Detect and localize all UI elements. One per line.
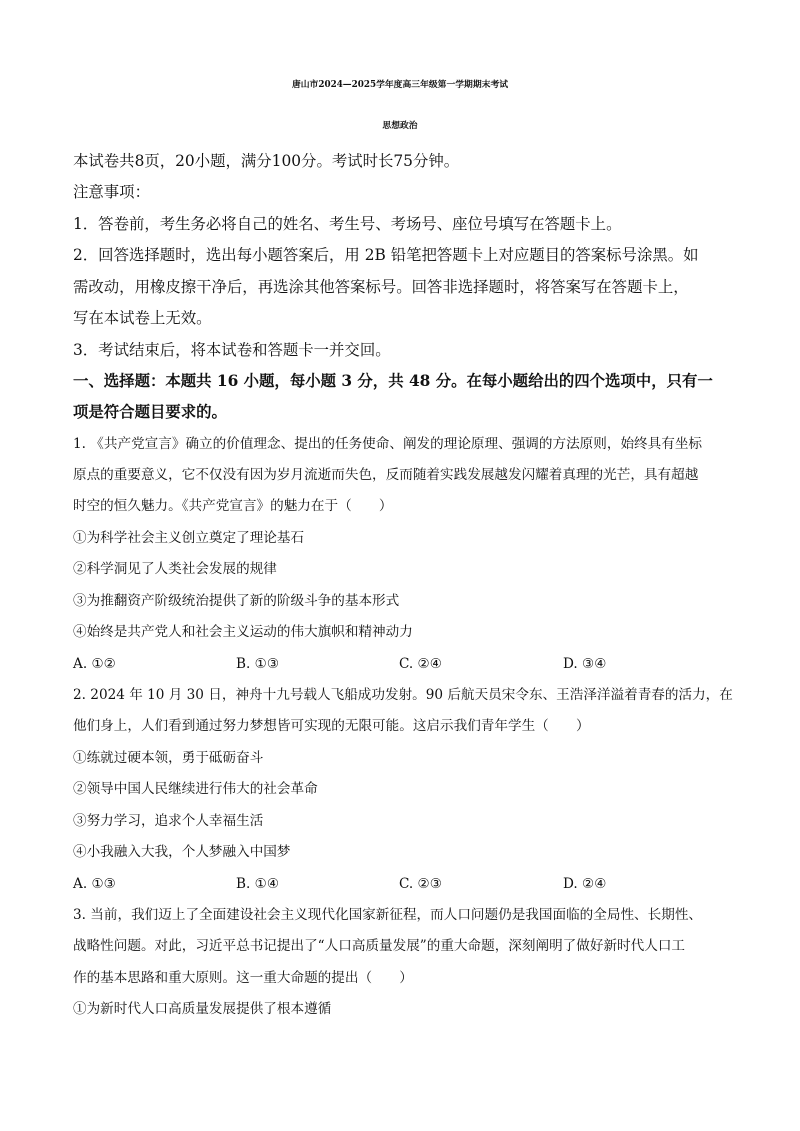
q1-stem-line-2: 原点的重要意义，它不仅没有因为岁月流逝而失色，反而随着实践发展越发闪耀着真理的光芒，具有超越	[73, 467, 699, 483]
q3-stem-line-3: 作的基本思路和重大原则。这一重大命题的提出（ ）	[73, 970, 413, 986]
note-3: 3．考试结束后，将本试卷和答题卡一并交回。	[73, 341, 391, 359]
q1-statement-1: ①为科学社会主义创立奠定了理论基石	[73, 530, 305, 546]
q3-stem-line-1: 3. 当前，我们迈上了全面建设社会主义现代化国家新征程，而人口问题仍是我国面临的全局性、长期性、	[73, 907, 703, 923]
q1-stem-line-1: 1. 《共产党宣言》确立的价值理念、提出的任务使命、阐发的理论原理、强调的方法原则，始终具有坐标	[73, 436, 703, 452]
q1-option-c: C. ②④	[399, 656, 442, 672]
q1-stem-line-3: 时空的恒久魅力。《共产党宣言》的魅力在于（ ）	[73, 498, 393, 514]
exam-summary: 本试卷共8页，20小题，满分100分。考试时长75分钟。	[73, 152, 460, 170]
q2-option-c: C. ②③	[399, 876, 442, 892]
q2-statement-2: ②领导中国人民继续进行伟大的社会革命	[73, 781, 318, 797]
exam-title: 唐山市2024—2025学年度高三年级第一学期期末考试	[291, 80, 509, 90]
q3-stem-line-2: 战略性问题。对此，习近平总书记提出了“人口高质量发展”的重大命题，深刻阐明了做好新时代人口工	[73, 938, 686, 954]
section-heading-line-2: 项是符合题目要求的。	[73, 403, 227, 421]
q2-stem-line-1: 2. 2024 年 10 月 30 日，神舟十九号载人飞船成功发射。90 后航天员宋令东、王浩泽洋溢着青春的活力，在	[73, 687, 733, 703]
note-2-line-2: 需改动，用橡皮擦干净后，再选涂其他答案标号。回答非选择题时，将答案写在答题卡上，	[73, 278, 689, 296]
q1-option-b: B. ①③	[236, 656, 280, 672]
note-1: 1．答卷前，考生务必将自己的姓名、考生号、考场号、座位号填写在答题卡上。	[73, 215, 622, 233]
q2-statement-4: ④小我融入大我，个人梦融入中国梦	[73, 844, 291, 860]
q3-statement-1: ①为新时代人口高质量发展提供了根本遵循	[73, 1001, 332, 1017]
note-2-line-1: 2．回答选择题时，选出每小题答案后，用 2B 铅笔把答题卡上对应题目的答案标号涂黑。如	[73, 246, 699, 264]
q2-statement-3: ③努力学习，追求个人幸福生活	[73, 813, 264, 829]
q2-statement-1: ①练就过硬本领，勇于砥砺奋斗	[73, 750, 264, 766]
q2-option-a: A. ①③	[73, 876, 116, 892]
section-heading-line-1: 一、选择题：本题共 16 小题，每小题 3 分，共 48 分。在每小题给出的四个选项中，只有一	[73, 372, 713, 390]
q1-statement-2: ②科学洞见了人类社会发展的规律	[73, 561, 277, 577]
q2-option-b: B. ①④	[236, 876, 280, 892]
q1-statement-3: ③为推翻资产阶级统治提供了新的阶级斗争的基本形式	[73, 593, 400, 609]
q2-option-d: D. ②④	[563, 876, 607, 892]
q1-statement-4: ④始终是共产党人和社会主义运动的伟大旗帜和精神动力	[73, 624, 413, 640]
exam-subject: 思想政治	[382, 121, 418, 131]
q1-option-a: A. ①②	[73, 656, 116, 672]
q2-stem-line-2: 他们身上，人们看到通过努力梦想皆可实现的无限可能。这启示我们青年学生（ ）	[73, 718, 590, 734]
q1-option-d: D. ③④	[563, 656, 607, 672]
notes-heading: 注意事项：	[73, 183, 150, 201]
note-2-line-3: 写在本试卷上无效。	[73, 309, 212, 327]
